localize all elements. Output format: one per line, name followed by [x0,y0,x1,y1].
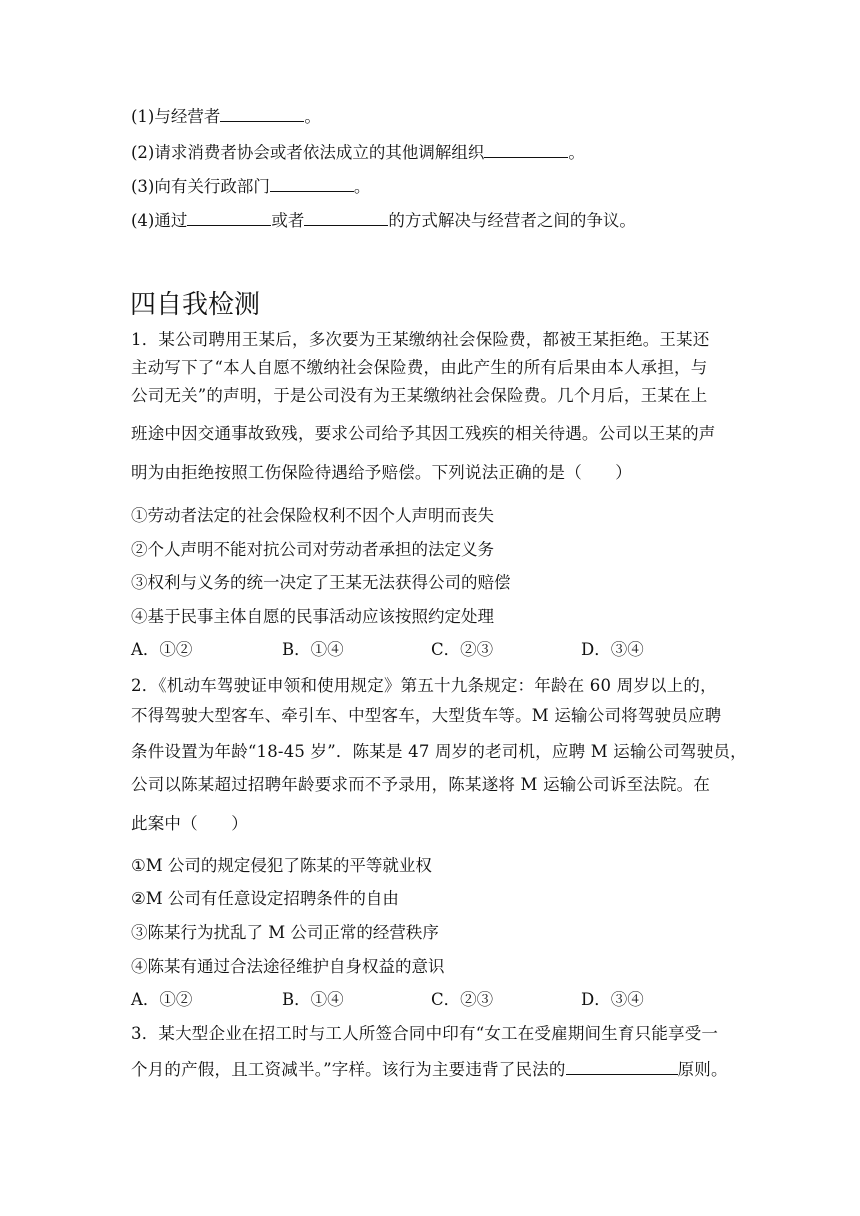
fill-item-text: 。 [568,143,585,162]
fill-item-text: 的方式解决与经营者之间的争议。 [388,211,636,230]
answer-blank [566,1057,678,1075]
q2-option-a[interactable]: A．①② [131,990,193,1009]
answer-blank [270,174,354,192]
q2-stem-line: 条件设置为年龄“18-45 岁”．陈某是 47 周岁的老司机，应聘 M 运输公司驾驶员， [131,742,747,761]
q3-text: 个月的产假，且工资减半。”字样。该行为主要违背了民法的 [131,1060,566,1079]
q2-option-b[interactable]: B．①④ [282,990,344,1009]
q3-stem-line: 3．某大型企业在招工时与工人所签合同中印有“女工在受雇期间生育只能享受一 [131,1024,719,1043]
q1-stem-line: 1．某公司聘用王某后，多次要为王某缴纳社会保险费，都被王某拒绝。王某还 [131,330,710,349]
fill-item-text: (1)与经营者 [131,107,221,126]
fill-item-text: 。 [353,177,371,196]
answer-blank [484,140,568,158]
q1-option-d[interactable]: D．③④ [581,640,644,659]
fill-item-1 [131,104,321,128]
q2-statement-4: ④陈某有通过合法途径维护自身权益的意识 [131,957,445,976]
fill-item-text: 。 [304,107,321,126]
q1-statement-1: ①劳动者法定的社会保险权利不因个人声明而丧失 [131,506,494,525]
q2-option-c[interactable]: C．②③ [431,990,494,1009]
q2-stem-line: 不得驾驶大型客车、牵引车、中型客车，大型货车等。M 运输公司将驾驶员应聘 [131,706,722,725]
fill-item-text: (3)向有关行政部门 [131,177,270,196]
fill-item-text: (4)通过 [131,211,188,230]
q1-stem-line: 公司无关”的声明，于是公司没有为王某缴纳社会保险费。几个月后，王某在上 [131,386,708,405]
q2-statement-2: ②M 公司有任意设定招聘条件的自由 [131,889,399,908]
q2-stem-line: 此案中（ ） [131,814,248,833]
answer-blank [304,208,388,226]
q2-option-d[interactable]: D．③④ [581,990,644,1009]
answer-blank [220,104,304,122]
q3-stem-line-2 [131,1057,728,1081]
fill-item-text: (2)请求消费者协会或者依法成立的其他调解组织 [131,143,485,162]
fill-item-3 [131,174,370,198]
q1-statement-3: ③权利与义务的统一决定了王某无法获得公司的赔偿 [131,573,511,592]
q2-stem-line: 公司以陈某超过招聘年龄要求而不予录用，陈某遂将 M 运输公司诉至法院。在 [131,775,711,794]
section-title: 四自我检测 [130,290,261,320]
q1-option-c[interactable]: C．②③ [431,640,494,659]
q1-statement-2: ②个人声明不能对抗公司对劳动者承担的法定义务 [131,540,494,559]
q1-stem-line: 班途中因交通事故致残，要求公司给予其因工残疾的相关待遇。公司以王某的声 [131,424,716,443]
q1-option-a[interactable]: A．①② [131,640,193,659]
q1-stem-line: 主动写下了“本人自愿不缴纳社会保险费，由此产生的所有后果由本人承担，与 [131,358,708,377]
q1-statement-4: ④基于民事主体自愿的民事活动应该按照约定处理 [131,607,494,626]
fill-item-4 [131,208,636,232]
q3-text: 原则。 [677,1060,728,1079]
fill-item-text: 或者 [271,211,305,230]
q1-stem-line: 明为由拒绝按照工伤保险待遇给予赔偿。下列说法正确的是（ ） [131,463,632,482]
q2-stem-line: 2．《机动车驾驶证申领和使用规定》第五十九条规定：年龄在 60 周岁以上的， [131,676,717,695]
q2-statement-3: ③陈某行为扰乱了 M 公司正常的经营秩序 [131,923,439,942]
q1-option-b[interactable]: B．①④ [282,640,344,659]
answer-blank [187,208,271,226]
fill-item-2 [131,140,585,164]
q2-statement-1: ①M 公司的规定侵犯了陈某的平等就业权 [131,856,432,875]
